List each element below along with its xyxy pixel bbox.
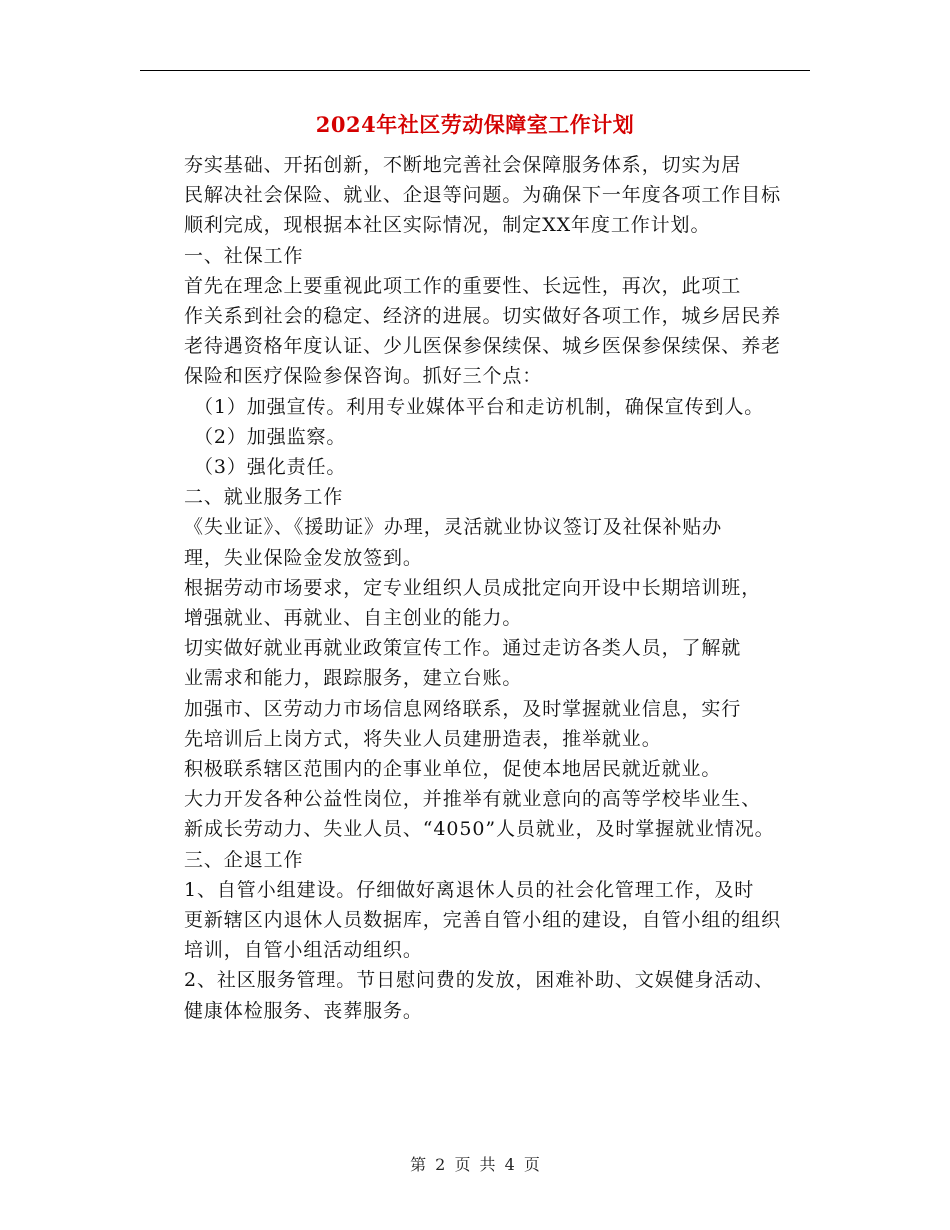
header-rule: [140, 70, 810, 71]
text-line: 先培训后上岗方式，将失业人员建册造表，推举就业。: [184, 727, 662, 750]
text-line: （2）加强监察。: [194, 425, 347, 448]
paragraph: [142, 512, 812, 572]
text-line: 业需求和能力，跟踪服务，建立台账。: [184, 667, 523, 690]
page-footer: 第 2 页 共 4 页: [410, 1155, 540, 1174]
text-line: 新成长劳动力、失业人员、“4050”人员就业，及时掌握就业情况。: [184, 818, 775, 841]
paragraph: [142, 694, 812, 754]
paragraph: [142, 422, 812, 452]
text-line: 夯实基础、开拓创新，不断地完善社会保障服务体系，切实为居: [184, 154, 742, 176]
text-line: 一、社保工作: [184, 244, 304, 267]
paragraph: [142, 875, 812, 966]
text-line: 加强市、区劳动力市场信息网络联系，及时掌握就业信息，实行: [184, 697, 742, 720]
document-body: [142, 150, 812, 1026]
text-line: 健康体检服务、丧葬服务。: [184, 999, 423, 1022]
paragraph: [142, 482, 812, 512]
text-line: 积极联系辖区范围内的企事业单位，促使本地居民就近就业。: [184, 758, 722, 781]
paragraph: [142, 573, 812, 633]
paragraph: [142, 241, 812, 271]
paragraph: [142, 452, 812, 482]
text-line: 更新辖区内退休人员数据库，完善自管小组的建设，自管小组的组织: [184, 909, 782, 932]
text-line: 增强就业、再就业、自主创业的能力。: [184, 607, 523, 630]
paragraph: [142, 150, 812, 241]
text-line: 二、就业服务工作: [184, 486, 344, 509]
text-line: 老待遇资格年度认证、少儿医保参保续保、城乡医保参保续保、养老: [184, 335, 782, 358]
paragraph: [142, 965, 812, 1025]
text-line: 民解决社会保险、就业、企退等问题。为确保下一年度各项工作目标: [184, 184, 782, 207]
paragraph: [142, 392, 812, 422]
paragraph: [142, 633, 812, 693]
text-line: 2、社区服务管理。节日慰问费的发放，困难补助、文娱健身活动、: [184, 969, 775, 992]
text-line: 1、自管小组建设。仔细做好离退休人员的社会化管理工作，及时: [184, 878, 755, 901]
text-line: 培训，自管小组活动组织。: [184, 939, 423, 962]
text-line: 顺利完成，现根据本社区实际情况，制定XX年度工作计划。: [184, 214, 711, 237]
text-line: 作关系到社会的稳定、经济的进展。切实做好各项工作，城乡居民养: [184, 305, 782, 328]
paragraph: [142, 271, 812, 392]
text-line: 《失业证》、《援助证》办理，灵活就业协议签订及社保补贴办: [184, 516, 723, 539]
paragraph: [142, 784, 812, 844]
text-line: 三、企退工作: [184, 848, 304, 871]
paragraph: [142, 845, 812, 875]
text-line: 切实做好就业再就业政策宣传工作。通过走访各类人员，了解就: [184, 637, 742, 660]
text-line: 保险和医疗保险参保咨询。抓好三个点：: [184, 365, 543, 388]
document-title: 2024年社区劳动保障室工作计划: [315, 112, 635, 137]
text-line: （3）强化责任。: [194, 456, 347, 479]
text-line: 理，失业保险金发放签到。: [184, 546, 423, 569]
text-line: （1）加强宣传。利用专业媒体平台和走访机制，确保宣传到人。: [194, 395, 765, 418]
text-line: 大力开发各种公益性岗位，并推举有就业意向的高等学校毕业生、: [184, 788, 762, 811]
text-line: 首先在理念上要重视此项工作的重要性、长远性，再次，此项工: [184, 274, 742, 297]
text-line: 根据劳动市场要求，定专业组织人员成批定向开设中长期培训班，: [184, 576, 762, 599]
paragraph: [142, 754, 812, 784]
